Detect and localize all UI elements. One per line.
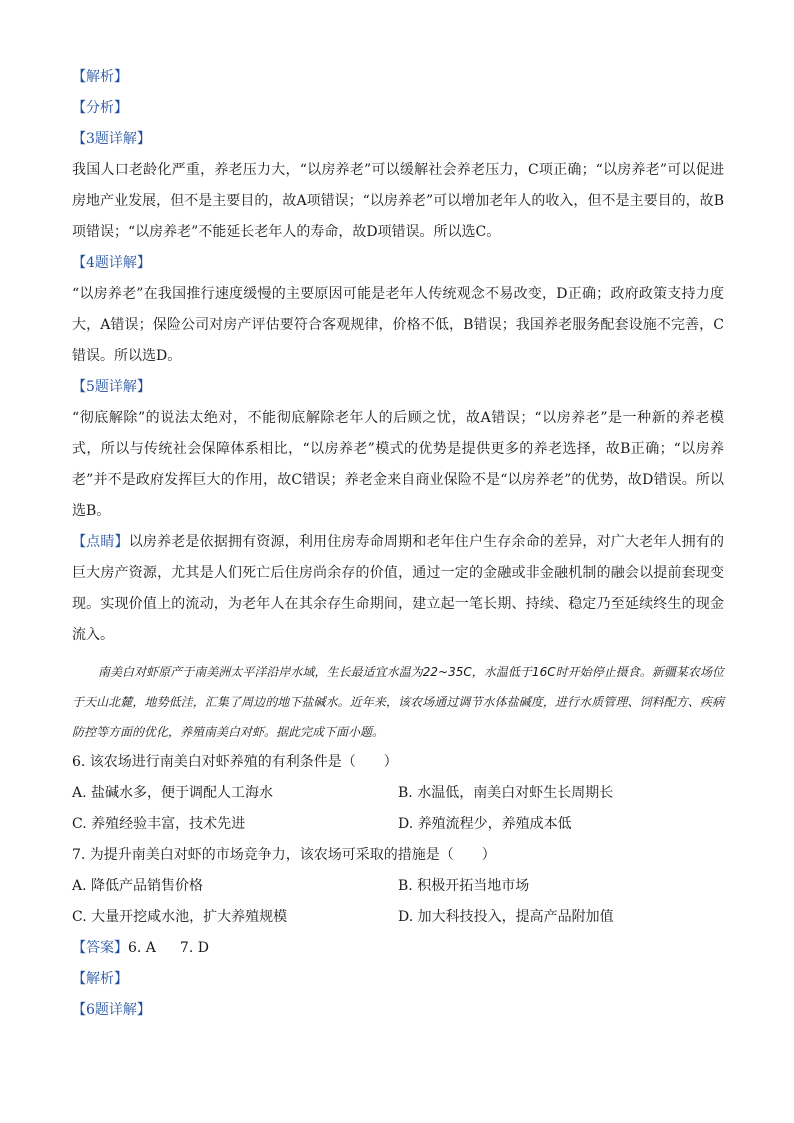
analysis-heading-2: 【解析】 — [72, 971, 128, 987]
q5-detail-heading: 【5题详解】 — [72, 379, 151, 395]
q6-detail-heading: 【6题详解】 — [72, 1002, 151, 1018]
answer-7: 7. D — [179, 940, 209, 956]
q6-option-d: D. 养殖流程少，养殖成本低 — [398, 816, 572, 832]
dianjing-tag: 【点睛】 — [72, 534, 129, 550]
question-7-options-row1 — [72, 871, 724, 902]
q5-detail-text: “彻底解除”的说法太绝对，不能彻底解除老年人的后顾之忧，故A错误；“以房养老”是一种新的养老模式，所以与传统社会保障体系相比，“以房养老”模式的优势是提供更多的养老选择，故B正确；“以房养老”并不是政府发挥巨大的作用，故C错误；养老金来自商业保险不是“以房养老”的优势，故D错误。所以选B。 — [72, 410, 724, 519]
q7-option-a: A. 降低产品销售价格 — [72, 878, 204, 894]
fenxi-heading: 【分析】 — [72, 100, 128, 116]
question-7-options-row2 — [72, 902, 724, 933]
dianjing-paragraph — [72, 527, 724, 651]
analysis-heading: 【解析】 — [72, 69, 128, 85]
q6-option-a: A. 盐碱水多，便于调配人工海水 — [72, 785, 274, 801]
question-6: 6. 该农场进行南美白对虾养殖的有利条件是（ ） — [72, 754, 398, 770]
q7-option-c: C. 大量开挖咸水池，扩大养殖规模 — [72, 909, 288, 925]
q4-detail-heading: 【4题详解】 — [72, 255, 151, 271]
answer-tag: 【答案】 — [72, 940, 128, 956]
answer-line — [72, 933, 724, 964]
q4-detail-text: “以房养老”在我国推行速度缓慢的主要原因可能是老年人传统观念不易改变，D正确；政府政策支持力度大，A错误；保险公司对房产评估要符合客观规律，价格不低，B错误；我国养老服务配套设施不完善，C错误。所以选D。 — [72, 286, 724, 364]
question-7: 7. 为提升南美白对虾的市场竞争力，该农场可采取的措施是（ ） — [72, 847, 496, 863]
q3-detail-text: 我国人口老龄化严重，养老压力大，“以房养老”可以缓解社会养老压力，C项正确；“以房养老”可以促进房地产业发展，但不是主要目的，故A项错误；“以房养老”可以增加老年人的收入，但不是主要目的，故B项错误；“以房养老”不能延长老年人的寿命，故D项错误。所以选C。 — [72, 162, 724, 240]
q6-option-c: C. 养殖经验丰富，技术先进 — [72, 816, 246, 832]
q7-option-d: D. 加大科技投入，提高产品附加值 — [398, 909, 614, 925]
q6-option-b: B. 水温低，南美白对虾生长周期长 — [398, 785, 614, 801]
q3-detail-heading: 【3题详解】 — [72, 131, 151, 147]
answer-6: 6. A — [128, 940, 156, 956]
material-passage: 南美白对虾原产于南美洲太平洋沿岸水域，生长最适宜水温为22~35C，水温低于16C时开始停止摄食。新疆某农场位于天山北麓，地势低洼，汇集了周边的地下盐碱水。近年来，该农场通过调节水体盐碱度，进行水质管理、饲料配方、疾病防控等方面的优化，养殖南美白对虾。据此完成下面小题。 — [72, 665, 724, 739]
question-6-options-row2 — [72, 809, 724, 840]
dianjing-text: 以房养老是依据拥有资源，利用住房寿命周期和老年住户生存余命的差异，对广大老年人拥有的巨大房产资源，尤其是人们死亡后住房尚余存的价值，通过一定的金融或非金融机制的融会以提前套现变现。实现价值上的流动，为老年人在其余存生命期间，建立起一笔长期、持续、稳定乃至延续终生的现金流入。 — [72, 534, 725, 643]
q7-option-b: B. 积极开拓当地市场 — [398, 878, 530, 894]
question-6-options-row1 — [72, 778, 724, 809]
document-page — [72, 62, 724, 1026]
